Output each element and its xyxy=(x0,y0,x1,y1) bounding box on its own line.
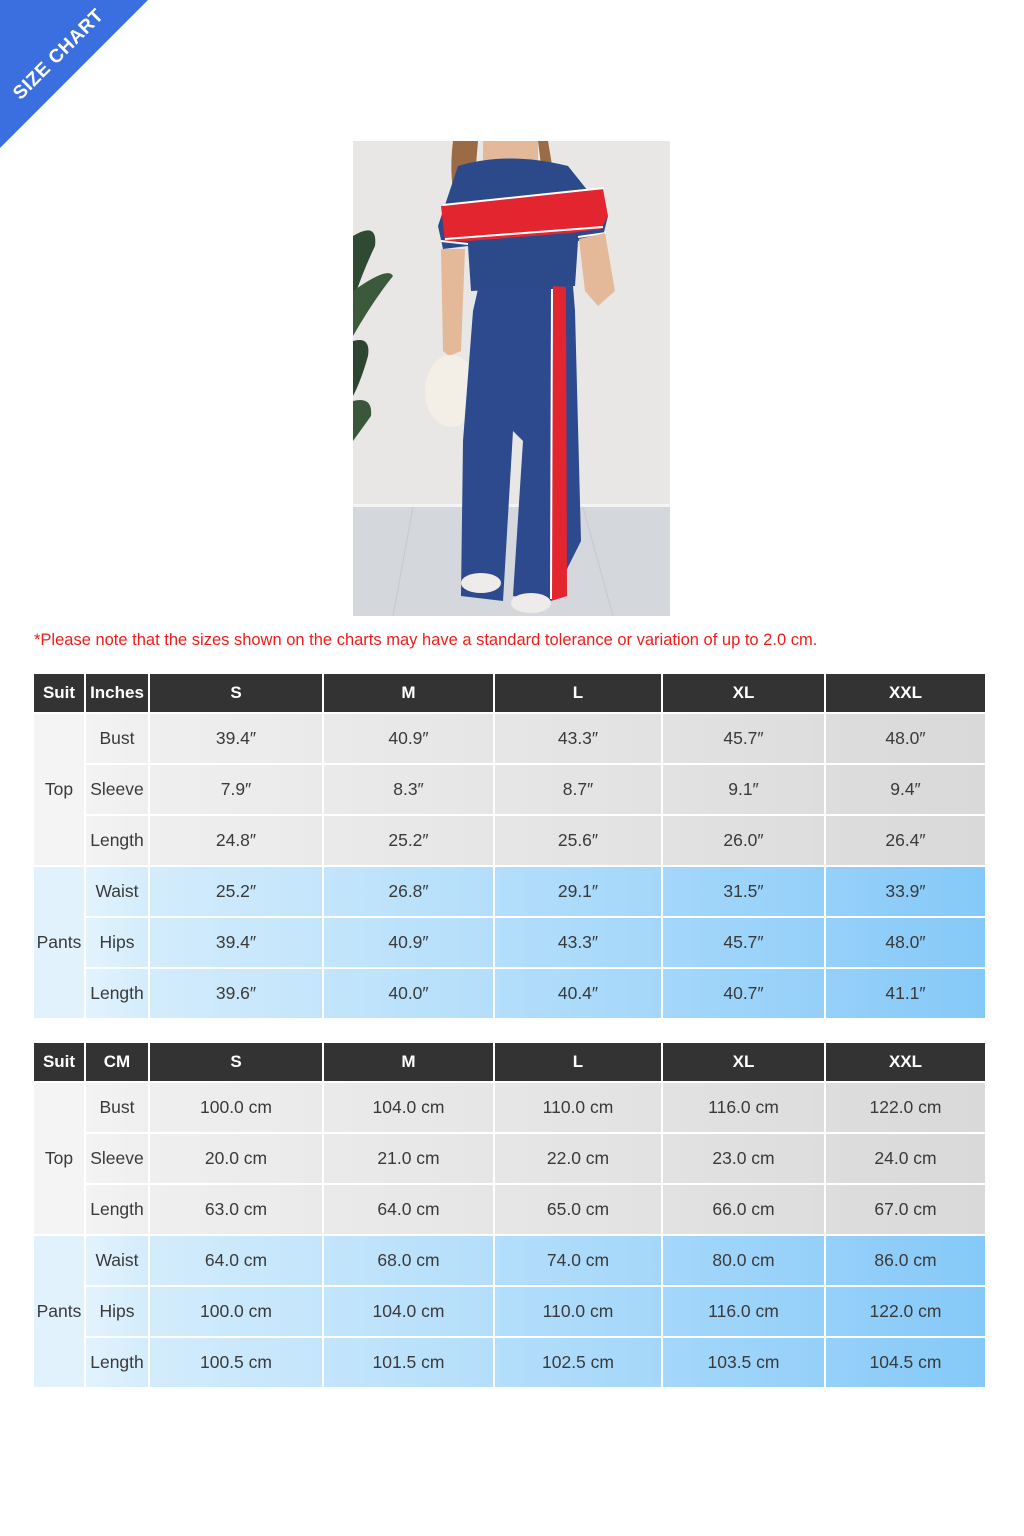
col-header-l: L xyxy=(495,1043,661,1081)
size-chart-banner xyxy=(0,0,148,148)
measure-label: Length xyxy=(86,1338,148,1387)
size-cell: 103.5 cm xyxy=(663,1338,824,1387)
size-cell: 8.3″ xyxy=(324,765,493,814)
measure-label: Length xyxy=(86,969,148,1018)
table-row xyxy=(34,1083,985,1132)
measure-label: Waist xyxy=(86,1236,148,1285)
size-cell: 8.7″ xyxy=(495,765,661,814)
size-cell: 110.0 cm xyxy=(495,1083,661,1132)
size-cell: 86.0 cm xyxy=(826,1236,985,1285)
table-row xyxy=(34,1185,985,1234)
table-row xyxy=(34,969,985,1018)
size-cell: 40.9″ xyxy=(324,714,493,763)
size-cell: 25.2″ xyxy=(324,816,493,865)
size-cell: 29.1″ xyxy=(495,867,661,916)
size-table-cm xyxy=(32,1041,987,1389)
size-cell: 122.0 cm xyxy=(826,1287,985,1336)
size-cell: 48.0″ xyxy=(826,918,985,967)
size-cell: 66.0 cm xyxy=(663,1185,824,1234)
measure-label: Length xyxy=(86,1185,148,1234)
size-cell: 100.0 cm xyxy=(150,1287,322,1336)
size-cell: 39.4″ xyxy=(150,918,322,967)
col-header-unit: Inches xyxy=(86,674,148,712)
measure-label: Length xyxy=(86,816,148,865)
col-header-suit: Suit xyxy=(34,1043,84,1081)
size-table-inches xyxy=(32,672,987,1020)
size-cell: 40.7″ xyxy=(663,969,824,1018)
product-photo xyxy=(353,141,670,616)
measure-label: Waist xyxy=(86,867,148,916)
size-cell: 100.5 cm xyxy=(150,1338,322,1387)
header-row xyxy=(34,1043,985,1081)
col-header-xl: XL xyxy=(663,674,824,712)
size-cell: 25.6″ xyxy=(495,816,661,865)
col-header-xxl: XXL xyxy=(826,1043,985,1081)
size-cell: 100.0 cm xyxy=(150,1083,322,1132)
group-label-top: Top xyxy=(34,1083,84,1234)
size-cell: 9.4″ xyxy=(826,765,985,814)
size-cell: 68.0 cm xyxy=(324,1236,493,1285)
size-cell: 39.4″ xyxy=(150,714,322,763)
col-header-l: L xyxy=(495,674,661,712)
measure-label: Hips xyxy=(86,918,148,967)
size-cell: 64.0 cm xyxy=(150,1236,322,1285)
size-cell: 104.0 cm xyxy=(324,1083,493,1132)
size-cell: 48.0″ xyxy=(826,714,985,763)
measure-label: Hips xyxy=(86,1287,148,1336)
size-cell: 40.0″ xyxy=(324,969,493,1018)
size-cell: 39.6″ xyxy=(150,969,322,1018)
size-cell: 7.9″ xyxy=(150,765,322,814)
size-cell: 20.0 cm xyxy=(150,1134,322,1183)
size-cell: 43.3″ xyxy=(495,714,661,763)
col-header-m: M xyxy=(324,674,493,712)
table-row xyxy=(34,714,985,763)
size-cell: 67.0 cm xyxy=(826,1185,985,1234)
size-cell: 104.5 cm xyxy=(826,1338,985,1387)
size-cell: 110.0 cm xyxy=(495,1287,661,1336)
size-cell: 63.0 cm xyxy=(150,1185,322,1234)
col-header-xl: XL xyxy=(663,1043,824,1081)
table-row xyxy=(34,918,985,967)
banner-triangle xyxy=(0,0,148,148)
size-cell: 24.8″ xyxy=(150,816,322,865)
col-header-suit: Suit xyxy=(34,674,84,712)
model-illustration xyxy=(353,141,670,616)
size-cell: 43.3″ xyxy=(495,918,661,967)
size-cell: 80.0 cm xyxy=(663,1236,824,1285)
size-cell: 101.5 cm xyxy=(324,1338,493,1387)
size-cell: 40.9″ xyxy=(324,918,493,967)
group-label-pants: Pants xyxy=(34,867,84,1018)
banner-label: SIZE CHART xyxy=(9,5,109,105)
size-cell: 65.0 cm xyxy=(495,1185,661,1234)
tolerance-note: *Please note that the sizes shown on the charts may have a standard tolerance or variation of up to 2.0 cm. xyxy=(34,631,818,649)
measure-label: Sleeve xyxy=(86,765,148,814)
col-header-s: S xyxy=(150,674,322,712)
size-cell: 26.4″ xyxy=(826,816,985,865)
size-cell: 24.0 cm xyxy=(826,1134,985,1183)
col-header-m: M xyxy=(324,1043,493,1081)
size-cell: 40.4″ xyxy=(495,969,661,1018)
table-row xyxy=(34,867,985,916)
size-cell: 102.5 cm xyxy=(495,1338,661,1387)
size-cell: 45.7″ xyxy=(663,918,824,967)
size-cell: 33.9″ xyxy=(826,867,985,916)
table-row xyxy=(34,1287,985,1336)
size-cell: 45.7″ xyxy=(663,714,824,763)
group-label-pants: Pants xyxy=(34,1236,84,1387)
size-cell: 116.0 cm xyxy=(663,1083,824,1132)
size-cell: 74.0 cm xyxy=(495,1236,661,1285)
measure-label: Bust xyxy=(86,714,148,763)
size-cell: 64.0 cm xyxy=(324,1185,493,1234)
size-cell: 122.0 cm xyxy=(826,1083,985,1132)
col-header-unit: CM xyxy=(86,1043,148,1081)
table-row xyxy=(34,1134,985,1183)
measure-label: Sleeve xyxy=(86,1134,148,1183)
size-cell: 26.8″ xyxy=(324,867,493,916)
table-row xyxy=(34,765,985,814)
size-cell: 21.0 cm xyxy=(324,1134,493,1183)
measure-label: Bust xyxy=(86,1083,148,1132)
table-row xyxy=(34,1338,985,1387)
header-row xyxy=(34,674,985,712)
size-cell: 23.0 cm xyxy=(663,1134,824,1183)
size-cell: 25.2″ xyxy=(150,867,322,916)
group-label-top: Top xyxy=(34,714,84,865)
size-cell: 31.5″ xyxy=(663,867,824,916)
table-row xyxy=(34,1236,985,1285)
size-cell: 104.0 cm xyxy=(324,1287,493,1336)
size-cell: 26.0″ xyxy=(663,816,824,865)
col-header-xxl: XXL xyxy=(826,674,985,712)
size-cell: 41.1″ xyxy=(826,969,985,1018)
table-row xyxy=(34,816,985,865)
size-cell: 9.1″ xyxy=(663,765,824,814)
size-cell: 22.0 cm xyxy=(495,1134,661,1183)
col-header-s: S xyxy=(150,1043,322,1081)
size-cell: 116.0 cm xyxy=(663,1287,824,1336)
